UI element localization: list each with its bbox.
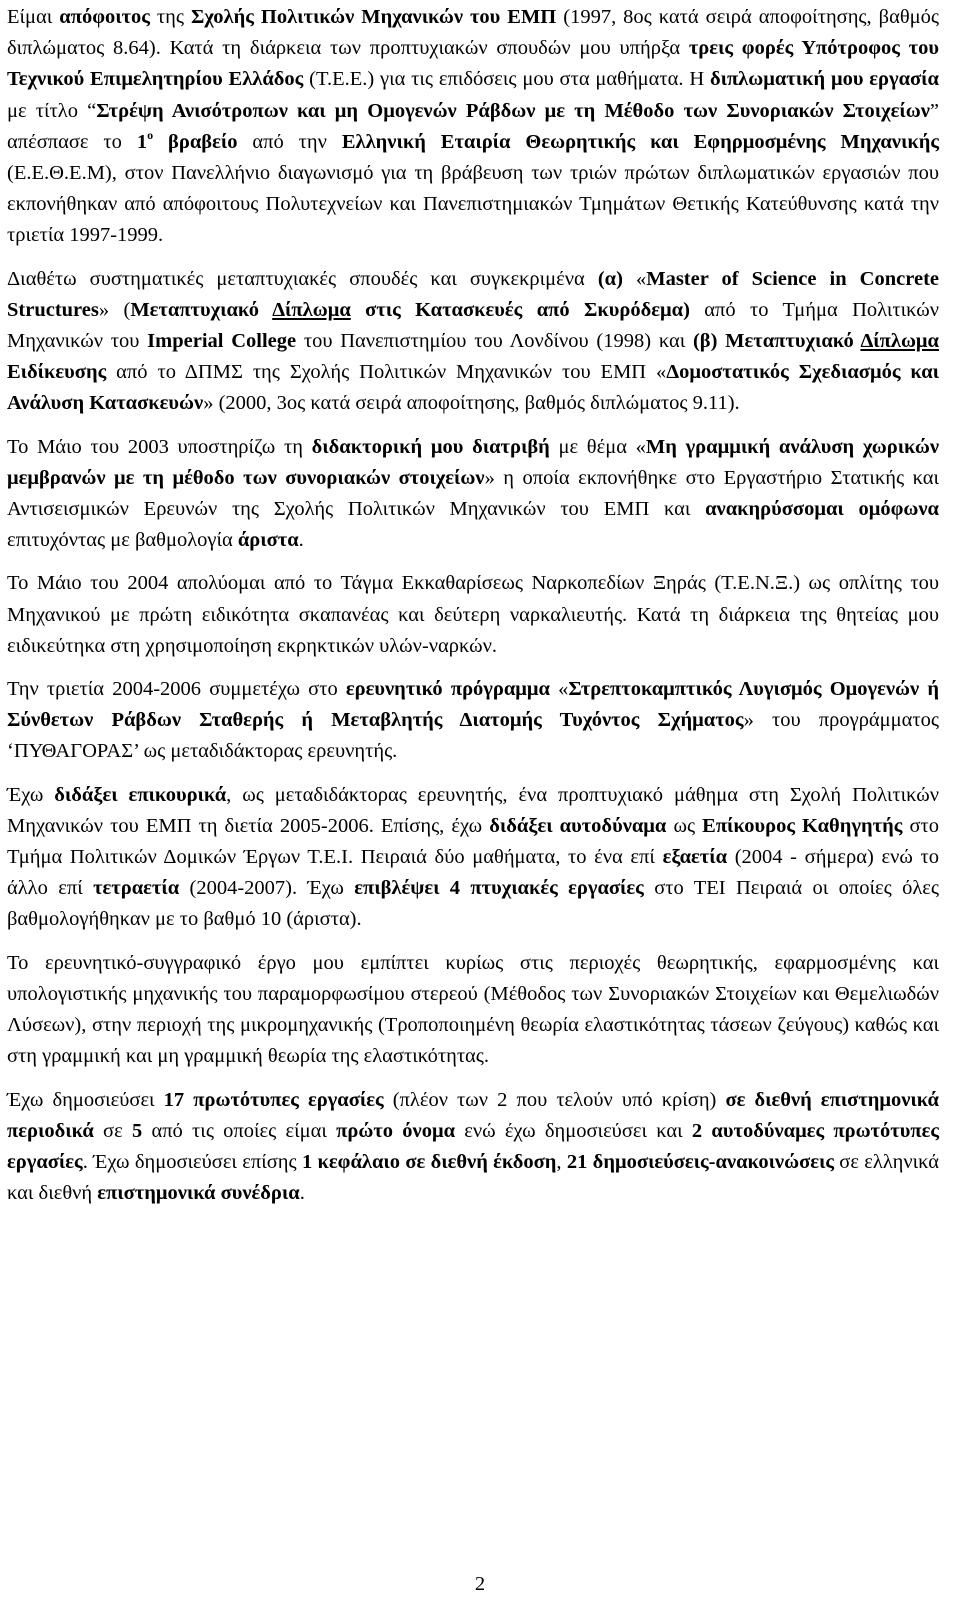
text-run: Έχω δημοσιεύσει xyxy=(7,1088,164,1111)
bold-text-run: τετραετία xyxy=(93,877,180,900)
bold-text-run: βραβείο xyxy=(153,130,238,153)
bold-text-run: τρεις φορές Υπότροφος του Τεχνικού Επιμελητηρίου Ελλάδος xyxy=(7,37,939,91)
text-run: ως xyxy=(666,814,703,837)
text-run: » η οποία εκπονήθηκε στο Εργαστήριο Στατικής και Αντισεισμικών Ερευνών της Σχολής Πολιτικών Μηχανικών του ΕΜΠ και xyxy=(7,466,940,521)
paragraph-education xyxy=(7,2,939,252)
bold-text-run: επιστημονικά συνέδρια xyxy=(97,1182,300,1205)
text-run: ενώ έχω δημοσιεύσει και xyxy=(455,1119,692,1142)
bold-text-run: στις Κατασκευές από Σκυρόδεμα) xyxy=(350,298,690,321)
page-number: 2 xyxy=(474,1573,486,1595)
text-run: (Τ.Ε.Ε.) για τις επιδόσεις μου στα μαθήματα. Η xyxy=(303,68,710,91)
text-run: » του προγράμματος ‘ΠΥΘΑΓΟΡΑΣ’ ως μεταδιδάκτορας ερευνητής. xyxy=(7,709,940,763)
paragraph-research-areas xyxy=(7,948,939,1073)
paragraph-doctorate xyxy=(7,432,939,557)
text-run: σε ελληνικά και διεθνή xyxy=(7,1150,939,1205)
text-run: » ( xyxy=(98,298,131,321)
paragraph-research-program xyxy=(7,674,939,768)
bold-text-run: Imperial College xyxy=(147,330,297,353)
text-run: (Ε.Ε.Θ.Ε.Μ), στον Πανελλήνιο διαγωνισμό για τη βράβευση των τριών πρώτων διπλωματικών εργασιών που εκπονήθηκαν από απόφοιτους Πολυτεχνείων και Πανεπιστημιακών Τμημάτων Θετικής Κατεύθυνσης κατά την τριετία 1997-1999. xyxy=(7,162,939,247)
bold-text-run: Ελληνική Εταιρία Θεωρητικής και Εφηρμοσμένης Μηχανικής xyxy=(341,130,939,153)
bold-text-run: Δομοστατικός Σχεδιασμός και Ανάλυση Κατασκευών xyxy=(7,361,939,415)
bold-text-run: Στρέψη Ανισότροπων και μη Ομογενών Ράβδων με τη Μέθοδο των Συνοριακών Στοιχείων xyxy=(96,99,930,122)
text-run: ” απέσπασε το xyxy=(7,99,939,153)
text-run: (πλέον των 2 που τελούν υπό κρίση) xyxy=(383,1088,726,1111)
text-run: « xyxy=(622,267,647,290)
bold-text-run: απόφοιτος xyxy=(59,6,150,28)
text-run: από τις οποίες είμαι xyxy=(142,1119,337,1142)
text-run: » (2000, 3ος κατά σειρά αποφοίτησης, βαθμός διπλώματος 9.11). xyxy=(203,392,740,415)
text-run: με θέμα « xyxy=(549,435,646,458)
bold-text-run: (α) xyxy=(597,267,623,290)
text-run: του Πανεπιστημίου του Λονδίνου (1998) και xyxy=(296,330,693,353)
text-run: Διαθέτω συστηματικές μεταπτυχιακές σπουδές και συγκεκριμένα xyxy=(7,267,598,290)
bold-text-run: Σχολής Πολιτικών Μηχανικών του ΕΜΠ xyxy=(191,6,557,28)
text-run: Είμαι xyxy=(7,6,60,28)
bold-text-run: Master of Science in Concrete Structures xyxy=(7,267,939,321)
bold-text-run: επιβλέψει 4 πτυχιακές εργασίες xyxy=(354,877,644,900)
paragraph-postgraduate xyxy=(7,264,939,420)
bold-text-run: ο xyxy=(147,127,154,142)
bold-text-run: διπλωματική μου εργασία xyxy=(709,68,939,91)
bold-text-run: 1 xyxy=(136,130,148,153)
text-run: στο Τμήμα Πολιτικών Δομικών Έργων Τ.Ε.Ι. Πειραιά δύο μαθήματα, το ένα επί xyxy=(7,814,939,869)
bold-text-run: άριστα xyxy=(237,529,299,552)
bold-text-run: Μη γραμμική ανάλυση χωρικών μεμβρανών με τη μέθοδο των συνοριακών στοιχείων xyxy=(7,435,939,489)
text-run: στο ΤΕΙ Πειραιά οι οποίες όλες βαθμολογήθηκαν με το βαθμό 10 (άριστα). xyxy=(7,877,939,931)
bold-text-run: Επίκουρος Καθηγητής xyxy=(702,814,903,837)
text-run: . Έχω δημοσιεύσει επίσης xyxy=(82,1150,302,1173)
text-run: επιτυχόντας με βαθμολογία xyxy=(7,529,238,552)
text-run: Το Μάιο του 2003 υποστηρίζω τη xyxy=(7,435,312,458)
bold-text-run: εξαετία xyxy=(662,846,728,869)
text-run: Την τριετία 2004-2006 συμμετέχω στο xyxy=(7,678,346,701)
text-run: Έχω xyxy=(7,783,55,806)
text-run: Το Μάιο του 2004 απολύομαι από το Τάγμα Εκκαθαρίσεως Ναρκοπεδίων Ξηράς (Τ.Ε.Ν.Ξ.) ως οπλίτης του Μηχανικού με πρώτη ειδικότητα σκαπανέας και δεύτερη ναρκαλιευτής. Κατά τη διάρκεια της θητείας μου ειδικεύτηκα στη χρησιμοποίηση εκρηκτικών υλών-ναρκών. xyxy=(7,572,939,657)
text-run: « xyxy=(549,678,569,701)
bold-text-run: 1 κεφάλαιο σε διεθνή έκδοση xyxy=(301,1150,557,1173)
bold-text-run: 5 xyxy=(131,1119,143,1142)
bold-text-run: διδάξει αυτοδύναμα xyxy=(489,814,667,837)
text-run: της xyxy=(149,6,191,28)
text-run: από το ΔΠΜΣ της Σχολής Πολιτικών Μηχανικών του ΕΜΠ « xyxy=(106,361,667,384)
text-run: . xyxy=(298,529,304,552)
text-run: από το Τμήμα Πολιτικών Μηχανικών του xyxy=(7,298,940,353)
bold-text-run: διδάξει επικουρικά xyxy=(54,783,227,806)
text-run: , ως μεταδιδάκτορας ερευνητής, ένα προπτυχιακό μάθημα στη Σχολή Πολιτικών Μηχανικών του ΕΜΠ τη διετία 2005-2006. Επίσης, έχω xyxy=(7,783,940,837)
bold-text-run: (β) Μεταπτυχιακό xyxy=(692,330,861,353)
bold-text-run: ανακηρύσσομαι ομόφωνα xyxy=(705,498,939,521)
text-run: με τίτλο “ xyxy=(7,99,97,122)
bold-text-run: Ειδίκευσης xyxy=(7,361,107,384)
bold-text-run: 17 πρωτότυπες εργασίες xyxy=(163,1088,384,1111)
bold-text-run: ερευνητικό πρόγραμμα xyxy=(345,678,550,701)
bold-text-run: πρώτο όνομα xyxy=(336,1119,456,1142)
bold-text-run: Στρεπτοκαμπτικός Λυγισμός Ομογενών ή Σύνθετων Ράβδων Σταθερής ή Μεταβλητής Διατομής Τυχόντος Σχήματος xyxy=(7,678,939,732)
text-run: (2004-2007). Έχω xyxy=(179,877,355,900)
paragraph-teaching xyxy=(7,780,939,936)
text-run: (1997, 8ος κατά σειρά αποφοίτησης, βαθμός διπλώματος 8.64). Κατά τη διάρκεια των προπτυχιακών σπουδών μου υπήρξα xyxy=(7,6,940,60)
text-run: σε xyxy=(93,1119,132,1142)
bold-text-run: Δίπλωμα xyxy=(860,330,939,353)
bold-text-run: σε διεθνή επιστημονικά περιοδικά xyxy=(7,1088,939,1142)
text-run: , xyxy=(556,1150,567,1173)
bold-text-run: διδακτορική μου διατριβή xyxy=(311,435,550,458)
bold-text-run: Μεταπτυχιακό xyxy=(130,298,273,321)
paragraph-publications xyxy=(7,1085,939,1210)
bold-text-run: 21 δημοσιεύσεις-ανακοινώσεις xyxy=(566,1150,834,1173)
text-run: από την xyxy=(237,130,342,153)
text-run: . xyxy=(299,1182,305,1205)
bold-text-run: Δίπλωμα xyxy=(272,298,351,321)
bold-text-run: 2 αυτοδύναμες πρωτότυπες εργασίες xyxy=(7,1119,939,1173)
text-run: Το ερευνητικό-συγγραφικό έργο μου εμπίπτει κυρίως στις περιοχές θεωρητικής, εφαρμοσμένης και υπολογιστικής μηχανικής του παραμορφωσίμου στερεού (Μέθοδος των Συνοριακών Στοιχείων και Θεμελιωδών Λύσεων), στην περιοχή της μικρομηχανικής (Τροποποιημένη θεωρία ελαστικότητας τάσεων ζεύγους) καθώς και στη γραμμική και μη γραμμική θεωρία της ελαστικότητας. xyxy=(7,951,939,1068)
text-run: (2004 - σήμερα) ενώ το άλλο επί xyxy=(7,846,939,900)
paragraph-military-service xyxy=(7,568,939,662)
